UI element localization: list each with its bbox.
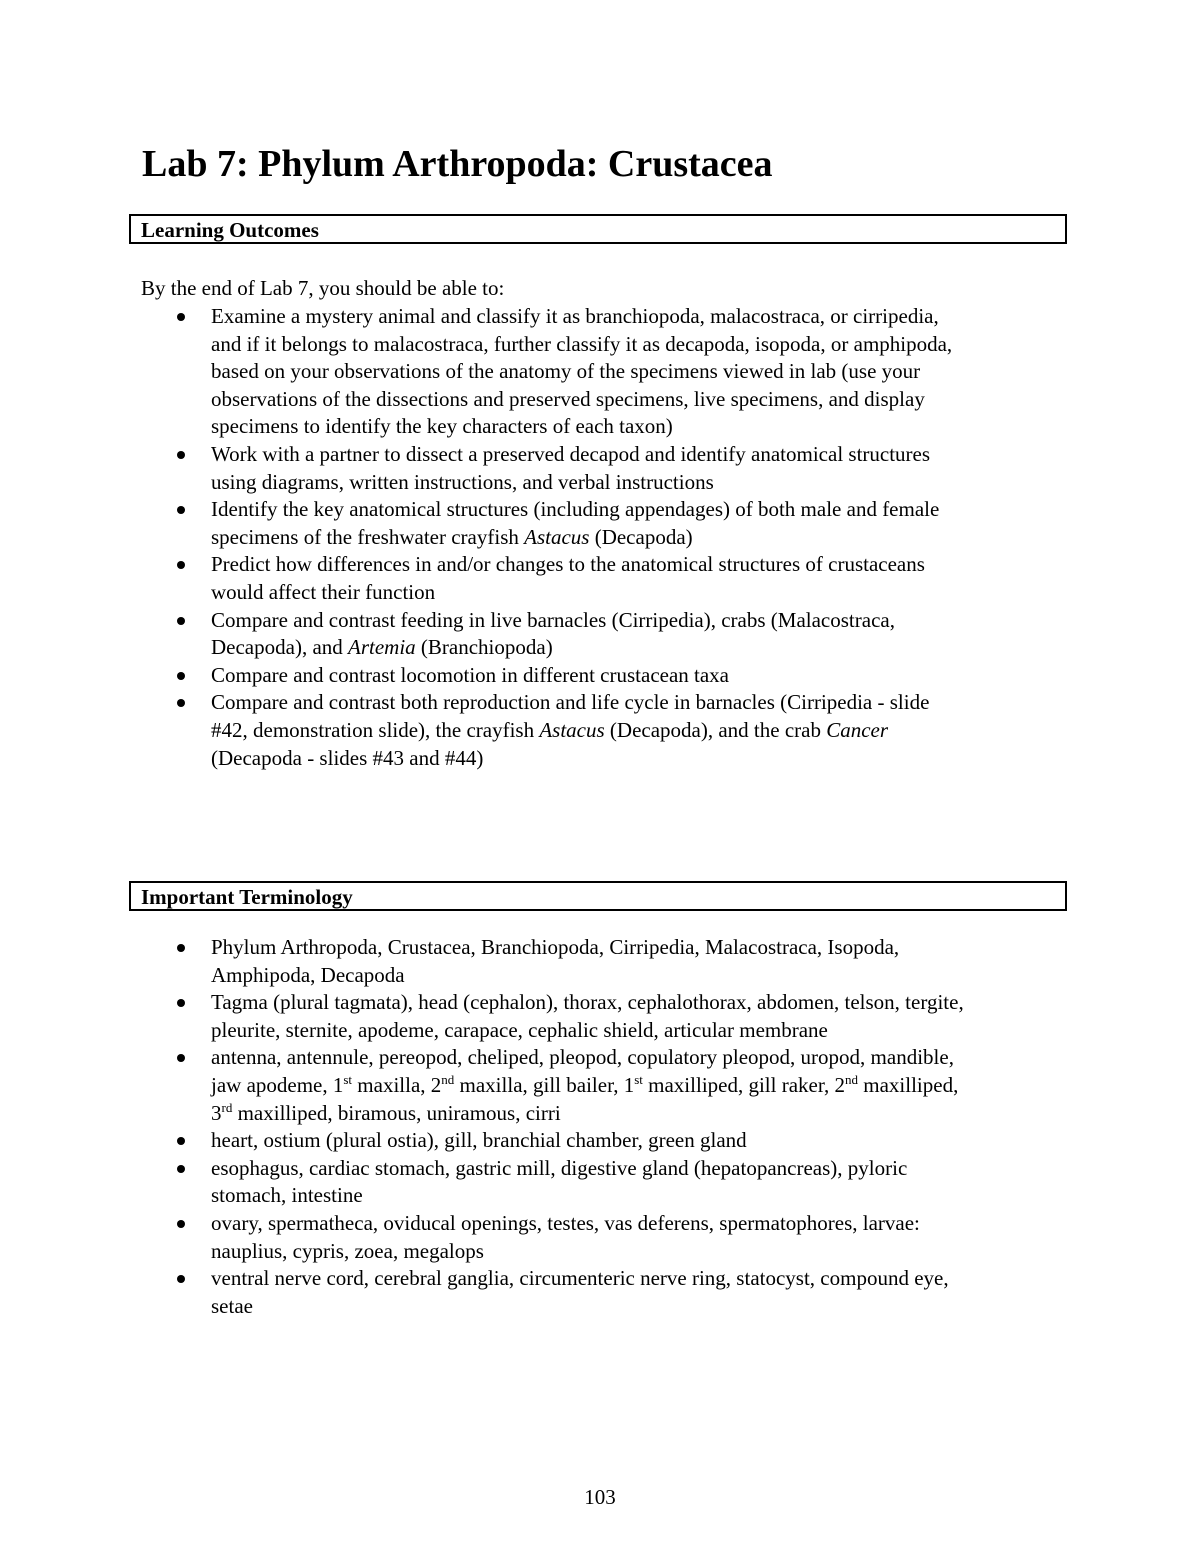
list-item: Phylum Arthropoda, Crustacea, Branchiopoda, Cirripedia, Malacostraca, Isopoda, Amphipoda, Decapoda [0, 934, 1071, 989]
list-item: Work with a partner to dissect a preserved decapod and identify anatomical structures using diagrams, written instructions, and verbal instructions [0, 441, 1071, 496]
learning-outcomes-intro: By the end of Lab 7, you should be able to: [141, 276, 505, 300]
list-item: Compare and contrast both reproduction and life cycle in barnacles (Cirripedia - slide #42, demonstration slide), the crayfish Astacus (Decapoda), and the crab Cancer (Decapoda - slides #43 and #44) [0, 689, 1071, 772]
list-item: Compare and contrast locomotion in different crustacean taxa [0, 662, 1071, 690]
list-item: Compare and contrast feeding in live barnacles (Cirripedia), crabs (Malacostraca, Decapoda), and Artemia (Branchiopoda) [0, 607, 1071, 662]
list-item: Examine a mystery animal and classify it as branchiopoda, malacostraca, or cirripedia, and if it belongs to malacostraca, further classify it as decapoda, isopoda, or amphipoda, based on your observations of the anatomy of the specimens viewed in lab (use your observations of the dissections and preserved specimens, live specimens, and display specimens to identify the key characters of each taxon) [0, 303, 1071, 441]
page-number: 103 [584, 1485, 616, 1509]
page-title: Lab 7: Phylum Arthropoda: Crustacea [142, 143, 773, 185]
terminology-heading: Important Terminology [141, 885, 353, 909]
learning-outcomes-heading: Learning Outcomes [141, 218, 319, 242]
list-item: Predict how differences in and/or changes to the anatomical structures of crustaceans would affect their function [0, 551, 1071, 606]
list-item: ovary, spermatheca, oviducal openings, testes, vas deferens, spermatophores, larvae: nauplius, cypris, zoea, megalops [0, 1210, 1071, 1265]
list-item: ventral nerve cord, cerebral ganglia, circumenteric nerve ring, statocyst, compound eye, setae [0, 1265, 1071, 1320]
learning-outcomes-header [129, 214, 1067, 244]
terminology-header [129, 881, 1067, 911]
list-item: Tagma (plural tagmata), head (cephalon), thorax, cephalothorax, abdomen, telson, tergite, pleurite, sternite, apodeme, carapace, cephalic shield, articular membrane [0, 989, 1071, 1044]
learning-outcomes-list [0, 303, 1071, 772]
list-item: Identify the key anatomical structures (including appendages) of both male and female specimens of the freshwater crayfish Astacus (Decapoda) [0, 496, 1071, 551]
list-item: esophagus, cardiac stomach, gastric mill, digestive gland (hepatopancreas), pyloric stomach, intestine [0, 1155, 1071, 1210]
list-item: antenna, antennule, pereopod, cheliped, pleopod, copulatory pleopod, uropod, mandible, jaw apodeme, 1st maxilla, 2nd maxilla, gill bailer, 1st maxilliped, gill raker, 2nd maxilliped, 3rd maxilliped, biramous, uniramous, cirri [0, 1044, 1071, 1127]
list-item: heart, ostium (plural ostia), gill, branchial chamber, green gland [0, 1127, 1071, 1155]
terminology-list [0, 934, 1071, 1320]
